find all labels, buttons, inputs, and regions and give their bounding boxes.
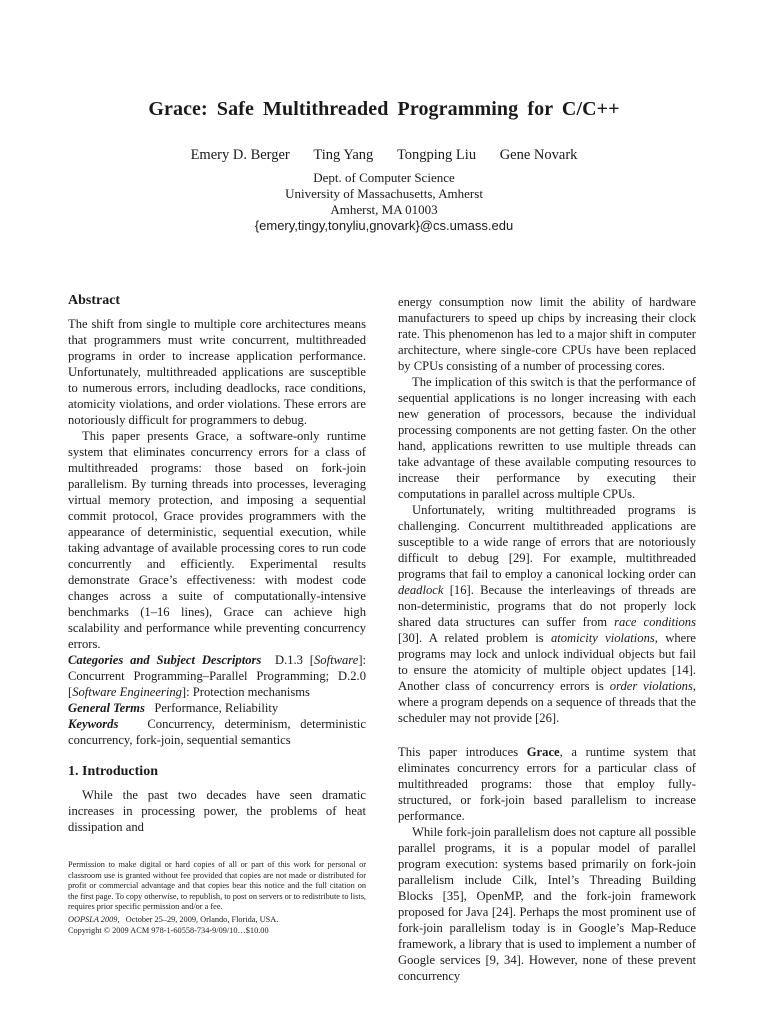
body-paragraph: energy consumption now limit the ability of hardware manufacturers to speed up chips by increasing their clock rate. This phenomenon has led to a major shift in computer architecture, where single-core CPUs have been replaced by CPUs consisting of a number of processing cores.	[398, 295, 696, 373]
body-paragraph	[398, 744, 696, 824]
author-name: Ting Yang	[313, 147, 374, 163]
categories-italic: Software	[314, 653, 359, 667]
affiliation-location: Amherst, MA 01003	[330, 202, 438, 217]
copyright-line: Copyright © 2009 ACM 978-1-60558-734-9/09/10…$10.00	[68, 925, 269, 935]
body-paragraph: The implication of this switch is that the performance of sequential applications is no longer increasing with each new generation of processors, because the individual processing components are not getting faster. On the other hand, applications rewritten to use multiple threads can take advantage of these available computing resources to increase their performance by executing their computations in parallel across multiple CPUs.	[398, 375, 696, 501]
body-paragraph: While fork-join parallelism does not capture all possible parallel programs, it is a popular model of parallel program execution: systems based primarily on fork-join parallelism include Cilk, Intel’s Threading Building Blocks [35], OpenMP, and the fork-join framework proposed for Java [24]. Perhaps the most prominent use of fork-join parallelism today is in Google’s Map-Reduce framework, a library that is used to implement a number of Google services [9, 34]. However, none of these prevent concurrency	[398, 825, 696, 983]
conference-info	[68, 915, 366, 926]
author-name: Emery D. Berger	[190, 147, 290, 163]
abstract-paragraph: This paper presents Grace, a software-only runtime system that eliminates concurrency errors for a class of multithreaded programs: those based on fork-join parallelism. By turning threads into processes, leveraging virtual memory protection, and imposing a sequential commit protocol, Grace provides programmers with the appearance of deterministic, sequential execution, while taking advantage of available processing cores to run code concurrently and efficiently. Experimental results demonstrate Grace’s effectiveness: with modest code changes across a suite of computationally-intensive benchmarks (1–16 lines), Grace can achieve high scalability and performance while preventing concurrency errors.	[68, 429, 366, 651]
abstract-heading: Abstract	[68, 293, 121, 308]
body-text: This paper introduces	[398, 745, 527, 759]
body-text: [30]. A related problem is	[398, 631, 551, 645]
left-column	[68, 293, 366, 835]
copyright-footnote	[68, 860, 366, 936]
categories-label: Categories and Subject Descriptors	[68, 653, 262, 667]
general-terms-text: Performance, Reliability	[154, 701, 279, 715]
keywords-text: Concurrency, determinism, deterministic concurrency, fork-join, sequential semantics	[68, 717, 366, 747]
term-order-violations: order violations	[609, 679, 693, 693]
body-text: , where a program depends on a sequence of threads that the scheduler may not provide [26].	[398, 679, 696, 725]
affiliation-dept: Dept. of Computer Science	[313, 170, 455, 185]
author-name: Tongping Liu	[396, 147, 477, 163]
affiliation-university: University of Massachusetts, Amherst	[285, 186, 483, 201]
author-emails: {emery,tingy,tonyliu,gnovark}@cs.umass.edu	[254, 218, 514, 233]
conference-details: October 25–29, 2009, Orlando, Florida, USA.	[125, 914, 279, 924]
categories-text: D.1.3 [	[274, 653, 314, 667]
author-list	[0, 147, 768, 164]
term-deadlock: deadlock	[398, 583, 444, 597]
right-column	[398, 294, 696, 984]
paper-title: Grace: Safe Multithreaded Programming for C/C++	[148, 98, 620, 120]
introduction-heading: 1. Introduction	[68, 764, 158, 779]
categories-text: ]: Concurrent Programming–Parallel Programming; D.2.0 [	[68, 653, 367, 699]
term-atomicity-violations: atomicity violations	[550, 631, 655, 645]
body-text: , a runtime system that eliminates concurrency errors for a particular class of multithreaded programs: those that employ fully-structured, or fork-join based parallelism to increase performance.	[398, 745, 697, 823]
body-text: [16]. Because the interleavings of threads are non-deterministic, programs that do not properly lock shared data structures can suffer from	[398, 583, 696, 629]
keywords	[68, 716, 366, 748]
general-terms	[68, 700, 366, 716]
system-name-grace: Grace	[526, 745, 560, 759]
body-paragraph	[398, 502, 696, 726]
abstract-paragraph: The shift from single to multiple core architectures means that programmers must write concurrent, multithreaded programs in order to increase application performance. Unfortunately, multithreaded applications are susceptible to numerous errors, including deadlocks, race conditions, atomicity violations, and order violations. These errors are notoriously difficult for programmers to debug.	[68, 317, 366, 427]
permission-notice: Permission to make digital or hard copies of all or part of this work for personal or classroom use is granted without fee provided that copies are not made or distributed for profit or commercial advantage and that copies bear this notice and the full citation on the first page. To copy otherwise, to republish, to post on servers or to redistribute to lists, requires prior specific permission and/or a fee.	[68, 860, 366, 912]
conference-name: OOPSLA 2009,	[68, 914, 120, 924]
categories-text: ]: Protection mechanisms	[181, 685, 310, 699]
intro-paragraph: While the past two decades have seen dramatic increases in processing power, the problems of heat dissipation and	[68, 788, 366, 834]
body-text: , where programs may lock and unlock individual objects but fail to ensure the atomicity of multiple object updates [14]. Another class of concurrency errors is	[398, 631, 697, 693]
categories-italic: Software Engineering	[72, 685, 182, 699]
author-name: Gene Novark	[499, 147, 578, 163]
keywords-label: Keywords	[68, 717, 119, 731]
affiliation	[0, 170, 768, 234]
body-text: Unfortunately, writing multithreaded programs is challenging. Concurrent multithreaded applications are susceptible to a wide range of errors that are notoriously difficult to debug [29]. For example, multithreaded programs that fail to employ a canonical locking order can	[398, 503, 696, 581]
categories-descriptors	[68, 652, 366, 700]
term-race-conditions: race conditions	[614, 615, 697, 629]
general-terms-label: General Terms	[68, 701, 145, 715]
